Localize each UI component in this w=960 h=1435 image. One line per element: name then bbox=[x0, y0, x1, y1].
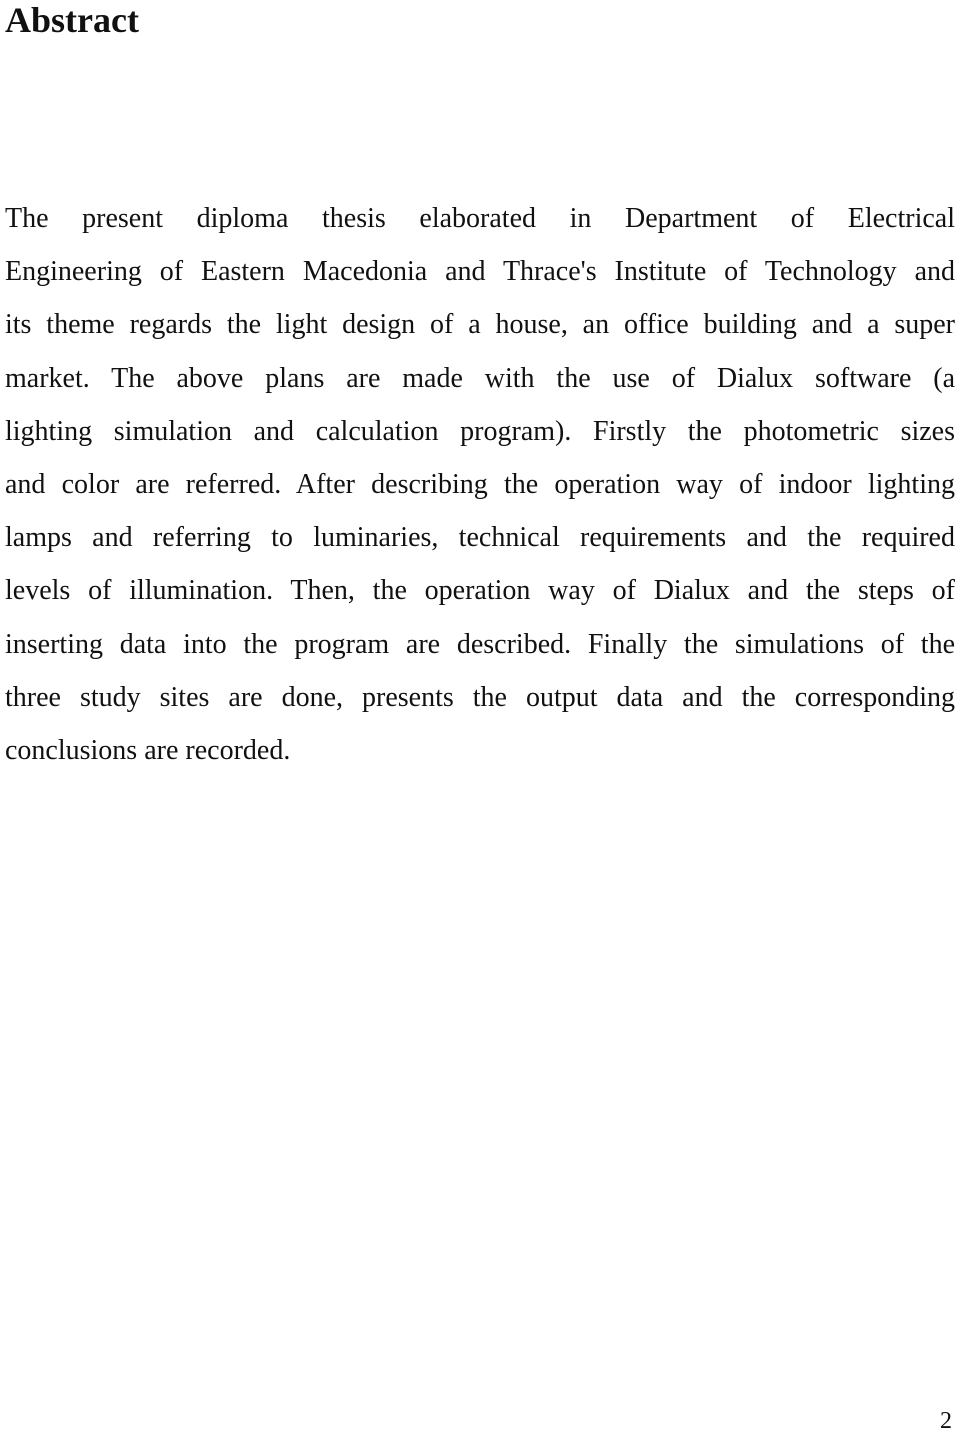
paragraph-line: market. The above plans are made with the use of Dialux software (a bbox=[5, 362, 955, 394]
paragraph-line: inserting data into the program are described. Finally the simulations of the bbox=[5, 628, 955, 660]
page-number: 2 bbox=[940, 1408, 952, 1434]
paragraph-line: and color are referred. After describing the operation way of indoor lighting bbox=[5, 468, 955, 500]
section-heading: Abstract bbox=[5, 0, 139, 40]
paragraph-line: lighting simulation and calculation program). Firstly the photometric sizes bbox=[5, 415, 955, 447]
paragraph-line: its theme regards the light design of a house, an office building and a super bbox=[5, 309, 955, 341]
paragraph-line: The present diploma thesis elaborated in Department of Electrical bbox=[5, 203, 955, 234]
abstract-paragraph bbox=[5, 192, 955, 777]
paragraph-line: conclusions are recorded. bbox=[5, 734, 291, 766]
paragraph-line: levels of illumination. Then, the operation way of Dialux and the steps of bbox=[5, 575, 955, 607]
paragraph-line: Engineering of Eastern Macedonia and Thrace's Institute of Technology and bbox=[5, 256, 955, 288]
paragraph-line: lamps and referring to luminaries, technical requirements and the required bbox=[5, 522, 955, 554]
paragraph-line: three study sites are done, presents the output data and the corresponding bbox=[5, 681, 955, 713]
